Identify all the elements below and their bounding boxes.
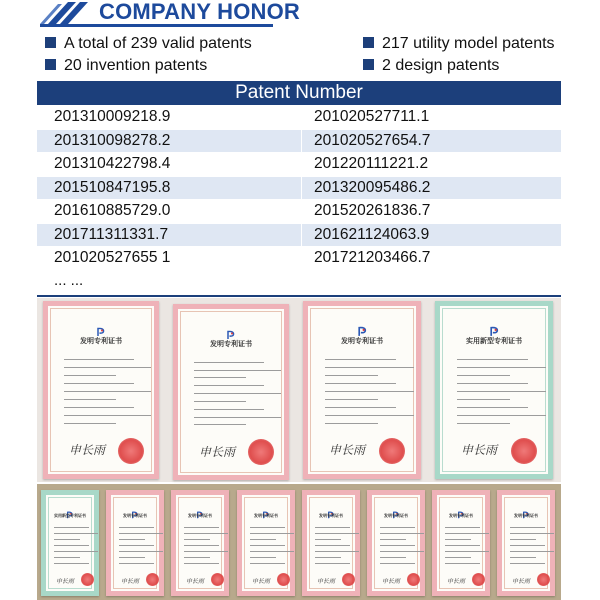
red-seal-stamp (511, 438, 537, 464)
certificate-text-line (194, 385, 264, 386)
certificate-title: 发明专利证书 (449, 513, 473, 518)
certificate-text-line (325, 423, 378, 424)
certificate-text-line (184, 563, 219, 564)
certificate-text-line (54, 551, 98, 552)
red-seal-stamp (379, 438, 405, 464)
certificate-text-line (457, 367, 546, 368)
certificate-text-line (54, 545, 89, 546)
certificate-title: 发明专利证书 (210, 339, 252, 348)
certificate-text-line (119, 527, 154, 528)
red-seal-stamp (118, 438, 144, 464)
table-row (37, 129, 561, 153)
certificate-text-line (119, 563, 154, 564)
table-more-indicator: ... ... (37, 270, 561, 294)
patent-number-cell: 201020527711.1 (301, 106, 561, 129)
patent-number-cell: 201510847195.8 (37, 177, 301, 200)
director-signature: 申长雨 (382, 578, 401, 585)
invention-patent-certificate-image (106, 490, 164, 596)
certificate-gallery-row-1 (37, 298, 561, 482)
red-seal-stamp (248, 439, 274, 465)
invention-patent-certificate-image (367, 490, 425, 596)
table-bottom-border (37, 295, 561, 297)
certificate-text-line (510, 551, 554, 552)
invention-patent-certificate-image (303, 301, 421, 479)
certificate-text-line (457, 399, 510, 400)
invention-patent-certificate-image (173, 304, 289, 480)
certificate-text-line (510, 527, 545, 528)
certificate-text-line (510, 533, 554, 534)
square-bullet-icon (363, 59, 374, 70)
certificate-text-line (250, 545, 285, 546)
certificate-text-line (250, 539, 276, 540)
patent-number-cell: 201020527654.7 (301, 130, 561, 153)
certificate-text-line (54, 539, 80, 540)
certificate-text-line (194, 401, 246, 402)
certificate-text-line (250, 557, 276, 558)
certificate-text-line (325, 415, 414, 416)
director-signature: 申长雨 (199, 445, 236, 459)
certificate-text-line (184, 533, 228, 534)
certificate-text-line (194, 409, 264, 410)
certificate-title: 实用新型专利证书 (54, 513, 86, 518)
director-signature: 申长雨 (512, 578, 531, 585)
certificate-text-line (64, 423, 116, 424)
certificate-text-line (510, 539, 536, 540)
invention-patent-certificate-image (43, 301, 159, 479)
certificate-gallery-row-2 (37, 484, 561, 600)
certificate-text-line (445, 563, 480, 564)
red-seal-stamp (342, 573, 355, 586)
certificate-text-line (184, 539, 210, 540)
director-signature: 申长雨 (252, 578, 271, 585)
utility-patent-certificate-image (435, 301, 553, 479)
certificate-text-line (194, 424, 246, 425)
company-logo-icon (40, 0, 92, 24)
director-signature: 申长雨 (329, 443, 366, 457)
certificate-text-line (380, 539, 406, 540)
patent-number-cell: 201520261836.7 (301, 200, 561, 223)
certificate-text-line (510, 563, 545, 564)
certificate-text-line (457, 423, 510, 424)
director-signature: 申长雨 (69, 443, 106, 457)
certificate-text-line (64, 415, 151, 416)
certificate-text-line (64, 391, 151, 392)
certificate-text-line (380, 563, 415, 564)
patent-number-cell: 201310098278.2 (37, 130, 301, 153)
patent-number-cell: 201711311331.7 (37, 224, 301, 247)
certificate-title: 发明专利证书 (341, 336, 383, 345)
red-seal-stamp (81, 573, 94, 586)
patent-office-logo-icon (226, 327, 236, 337)
certificate-text-line (510, 557, 536, 558)
director-signature: 申长雨 (121, 578, 140, 585)
red-seal-stamp (277, 573, 290, 586)
certificate-text-line (64, 407, 134, 408)
red-seal-stamp (537, 573, 550, 586)
certificate-text-line (445, 527, 480, 528)
certificate-text-line (457, 391, 546, 392)
certificate-text-line (194, 370, 281, 371)
certificate-title: 发明专利证书 (80, 336, 122, 345)
red-seal-stamp (211, 573, 224, 586)
certificate-text-line (250, 551, 294, 552)
certificate-text-line (250, 533, 294, 534)
certificate-text-line (194, 362, 264, 363)
certificate-text-line (445, 539, 471, 540)
certificate-text-line (64, 399, 116, 400)
patent-office-logo-icon (357, 324, 368, 335)
red-seal-stamp (407, 573, 420, 586)
certificate-text-line (184, 545, 219, 546)
director-signature: 申长雨 (461, 443, 498, 457)
certificate-text-line (184, 551, 228, 552)
patent-number-cell: 201220111221.2 (301, 153, 561, 176)
certificate-title: 发明专利证书 (514, 513, 538, 518)
stat-utility-patents: 217 utility model patents (363, 34, 555, 54)
certificate-text-line (325, 367, 414, 368)
certificate-text-line (457, 383, 528, 384)
table-header: Patent Number (37, 81, 561, 105)
certificate-text-line (380, 551, 424, 552)
table-row (37, 152, 561, 176)
invention-patent-certificate-image (497, 490, 555, 596)
certificate-title: 发明专利证书 (319, 513, 343, 518)
certificate-text-line (64, 375, 116, 376)
stat-design-patents: 2 design patents (363, 56, 499, 76)
table-row (37, 223, 561, 247)
certificate-text-line (194, 417, 281, 418)
patent-office-logo-icon (489, 324, 500, 335)
invention-patent-certificate-image (432, 490, 490, 596)
certificate-text-line (325, 383, 396, 384)
certificate-text-line (315, 533, 359, 534)
invention-patent-certificate-image (237, 490, 295, 596)
patent-number-table (37, 81, 561, 297)
certificate-title: 发明专利证书 (384, 513, 408, 518)
title-underline (40, 24, 273, 27)
certificate-text-line (119, 545, 154, 546)
director-signature: 申长雨 (186, 578, 205, 585)
certificate-text-line (445, 533, 489, 534)
table-row (37, 105, 561, 129)
certificate-title: 发明专利证书 (188, 513, 212, 518)
table-body (37, 105, 561, 270)
page-title: COMPANY HONOR (99, 0, 301, 24)
certificate-text-line (325, 399, 378, 400)
certificate-text-line (194, 393, 281, 394)
stat-total-patents: A total of 239 valid patents (45, 34, 252, 54)
certificate-text-line (315, 563, 350, 564)
certificate-text-line (380, 527, 415, 528)
certificate-text-line (315, 551, 359, 552)
certificate-text-line (457, 359, 528, 360)
invention-patent-certificate-image (171, 490, 229, 596)
patent-number-cell: 201310009218.9 (37, 106, 301, 129)
patent-office-logo-icon (96, 324, 106, 334)
certificate-text-line (184, 557, 210, 558)
certificate-text-line (64, 367, 151, 368)
certificate-text-line (445, 557, 471, 558)
certificate-text-line (119, 551, 163, 552)
certificate-text-line (119, 557, 145, 558)
certificate-text-line (445, 551, 489, 552)
certificate-text-line (119, 539, 145, 540)
certificate-text-line (510, 545, 545, 546)
certificate-text-line (119, 533, 163, 534)
square-bullet-icon (45, 37, 56, 48)
certificate-text-line (194, 377, 246, 378)
certificate-text-line (315, 527, 350, 528)
certificate-text-line (315, 557, 341, 558)
patent-number-cell: 201621124063.9 (301, 224, 561, 247)
certificate-text-line (54, 533, 98, 534)
certificate-text-line (64, 383, 134, 384)
stat-invention-patents: 20 invention patents (45, 56, 207, 76)
square-bullet-icon (45, 59, 56, 70)
table-row (37, 246, 561, 270)
header (0, 0, 600, 28)
square-bullet-icon (363, 37, 374, 48)
patent-number-cell: 201721203466.7 (301, 247, 561, 270)
certificate-text-line (380, 533, 424, 534)
certificate-text-line (380, 557, 406, 558)
utility-patent-certificate-image (41, 490, 99, 596)
patent-number-cell: 201320095486.2 (301, 177, 561, 200)
certificate-text-line (445, 545, 480, 546)
certificate-text-line (250, 563, 285, 564)
certificate-title: 实用新型专利证书 (466, 336, 522, 345)
patent-number-cell: 201610885729.0 (37, 200, 301, 223)
certificate-text-line (457, 375, 510, 376)
certificate-text-line (54, 527, 89, 528)
certificate-text-line (184, 527, 219, 528)
certificate-text-line (250, 527, 285, 528)
certificate-title: 发明专利证书 (254, 513, 278, 518)
patent-number-cell: 201310422798.4 (37, 153, 301, 176)
certificate-text-line (64, 359, 134, 360)
certificate-text-line (325, 375, 378, 376)
table-row (37, 176, 561, 200)
certificate-text-line (325, 391, 414, 392)
invention-patent-certificate-image (302, 490, 360, 596)
certificate-text-line (325, 359, 396, 360)
certificate-text-line (315, 539, 341, 540)
certificate-text-line (457, 415, 546, 416)
certificate-text-line (325, 407, 396, 408)
patent-number-cell: 201020527655 1 (37, 247, 301, 270)
certificate-text-line (380, 545, 415, 546)
certificate-text-line (54, 563, 89, 564)
certificate-text-line (54, 557, 80, 558)
director-signature: 申长雨 (317, 578, 336, 585)
table-row (37, 199, 561, 223)
certificate-text-line (315, 545, 350, 546)
patent-stats (40, 32, 570, 76)
red-seal-stamp (472, 573, 485, 586)
red-seal-stamp (146, 573, 159, 586)
director-signature: 申长雨 (56, 578, 75, 585)
certificate-title: 发明专利证书 (123, 513, 147, 518)
certificate-text-line (457, 407, 528, 408)
director-signature: 申长雨 (447, 578, 466, 585)
